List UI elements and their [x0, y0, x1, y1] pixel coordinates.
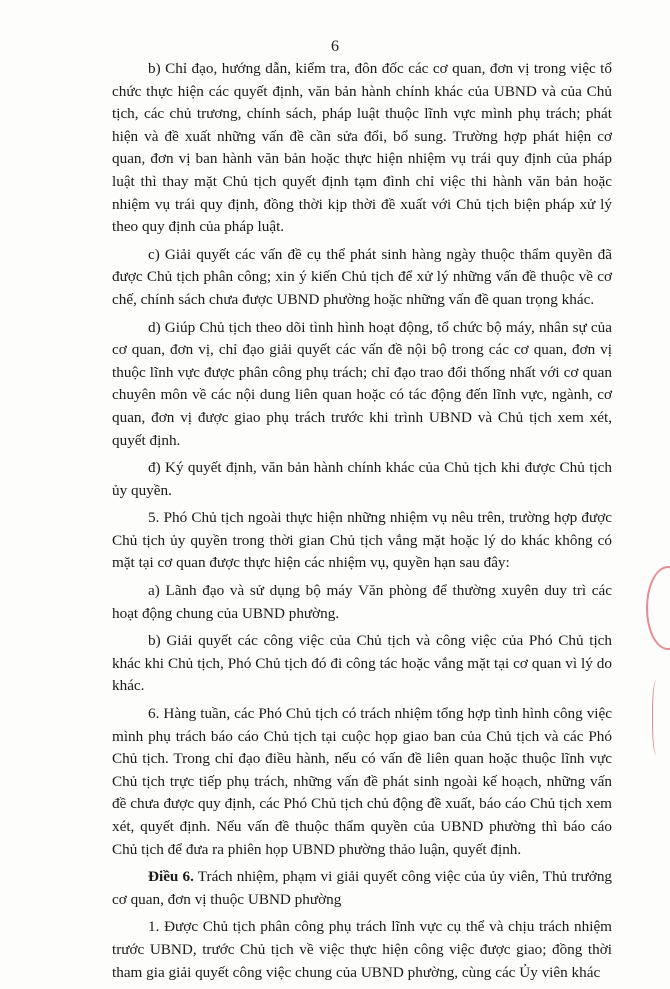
paragraph-6-weekly: 6. Hàng tuần, các Phó Chủ tịch có trách nhiệm tổng hợp tình hình công việc mình phụ trách báo cáo Chủ tịch tại cuộc họp giao ban của Chủ tịch và các Phó Chủ tịch. Trong chỉ đạo điều hành, nếu có vấn đề liên quan hoặc thuộc lĩnh vực Chủ tịch trực tiếp phụ trách, những vấn đề phát sinh ngoài kế hoạch, những vấn đề chưa được quy định, các Phó Chủ tịch chủ động đề xuất, báo cáo Chủ tịch xem xét, quyết định. Nếu vấn đề thuộc thẩm quyền của UBND phường thì báo cáo Chủ tịch để đưa ra phiên họp UBND phường thảo luận, quyết định.: [112, 705, 612, 858]
page-number: 6: [331, 38, 339, 55]
paragraph-5-vice-chairman: 5. Phó Chủ tịch ngoài thực hiện những nhiệm vụ nêu trên, trường hợp được Chủ tịch ủy quyền trong thời gian Chủ tịch vắng mặt hoặc lý do khác không có mặt tại cơ quan được thực hiện các nhiệm vụ, quyền hạn sau đây:: [112, 509, 612, 572]
document-body: [112, 58, 612, 989]
paragraph-dd-sign: đ) Ký quyết định, văn bản hành chính khác của Chủ tịch khi được Chủ tịch ủy quyền.: [112, 459, 612, 499]
article-6-heading: [112, 866, 612, 911]
article-title: Trách nhiệm, phạm vi giải quyết công việc của ủy viên, Thủ trưởng cơ quan, đơn vị thuộc UBND phường: [112, 868, 613, 908]
signature-mark: [652, 680, 663, 755]
paragraph-c-resolve: c) Giải quyết các vấn đề cụ thể phát sinh hàng ngày thuộc thẩm quyền đã được Chủ tịch phân công; xin ý kiến Chủ tịch để xử lý những vấn đề thuộc về cơ chế, chính sách chưa được UBND phường hoặc những vấn đề quan trọng khác.: [112, 245, 612, 308]
paragraph-b-handle: b) Giải quyết các công việc của Chủ tịch và công việc của Phó Chủ tịch khác khi Chủ tịch, Phó Chủ tịch đó đi công tác hoặc vắng mặt tại cơ quan vì lý do khác.: [112, 632, 612, 695]
paragraph-d-assist: d) Giúp Chủ tịch theo dõi tình hình hoạt động, tổ chức bộ máy, nhân sự của cơ quan, đơn vị, chỉ đạo giải quyết các vấn đề nội bộ trong các cơ quan, đơn vị thuộc lĩnh vực được phân công phụ trách; chỉ đạo trao đổi thống nhất với cơ quan chuyên môn về các nội dung liên quan hoặc có tác động đến lĩnh vực, ngành, cơ quan, đơn vị được giao phụ trách trước khi trình UBND và Chủ tịch xem xét, quyết định.: [112, 318, 612, 449]
paragraph-1-assigned: 1. Được Chủ tịch phân công phụ trách lĩnh vực cụ thể và chịu trách nhiệm trước UBND, trước Chủ tịch về việc thực hiện công việc được giao; đồng thời tham gia giải quyết công việc chung của UBND phường, cùng các Ủy viên khác: [112, 918, 612, 981]
paragraph-b-direction: b) Chỉ đạo, hướng dẫn, kiểm tra, đôn đốc các cơ quan, đơn vị trong việc tổ chức thực hiện các quyết định, văn bản hành chính khác của UBND và của Chủ tịch, các chủ trương, chính sách, pháp luật thuộc lĩnh vực mình phụ trách; phát hiện và đề xuất những vấn đề cần sửa đổi, bổ sung. Trường hợp phát hiện cơ quan, đơn vị ban hành văn bản hoặc thực hiện nhiệm vụ trái quy định của pháp luật thì thay mặt Chủ tịch quyết định tạm đình chỉ việc thi hành văn bản hoặc nhiệm vụ trái quy định, đồng thời kịp thời đề xuất với Chủ tịch biện pháp xử lý theo quy định của pháp luật.: [112, 60, 612, 236]
paragraph-a-lead: a) Lãnh đạo và sử dụng bộ máy Văn phòng để thường xuyên duy trì các hoạt động chung của UBND phường.: [112, 582, 612, 622]
article-label: Điều 6.: [148, 868, 194, 886]
red-stamp-fragment: [646, 566, 670, 650]
